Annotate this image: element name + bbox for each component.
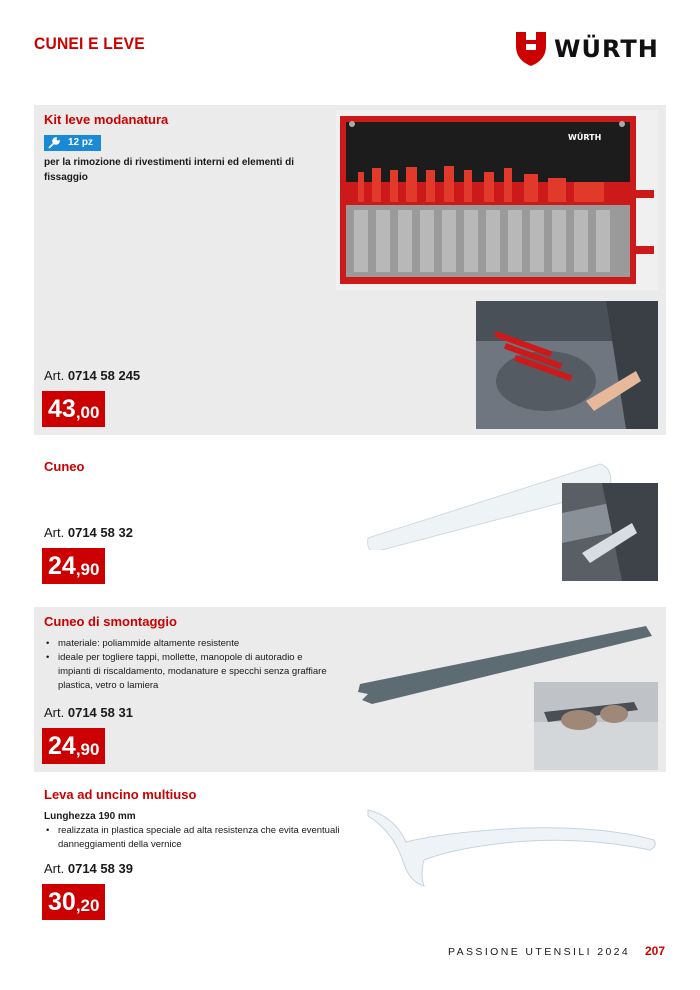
article-code: 0714 58 39 xyxy=(67,861,133,876)
wedge-usage-photo xyxy=(562,483,658,581)
page-number: 207 xyxy=(645,944,666,958)
tool-kit-bag-image xyxy=(336,110,658,290)
footer-text: PASSIONE UTENSILI 2024 xyxy=(448,946,631,958)
quantity-badge xyxy=(44,135,101,151)
product-spec: Lunghezza 190 mm xyxy=(44,811,136,822)
product-leva-uncino xyxy=(34,780,666,930)
article-number xyxy=(44,525,133,540)
price-integer: 24 xyxy=(48,732,76,760)
price-decimal: ,90 xyxy=(75,740,100,759)
product-name: Leva ad uncino multiuso xyxy=(44,787,197,802)
price-decimal: ,20 xyxy=(75,896,100,915)
price-tag xyxy=(42,728,105,764)
article-prefix: Art. xyxy=(44,861,65,876)
bag-brand-label: WÜRTH xyxy=(568,133,602,142)
price-integer: 43 xyxy=(48,395,76,423)
price-tag xyxy=(42,884,105,920)
wurth-logo-icon xyxy=(516,32,546,66)
article-number xyxy=(44,861,133,876)
price-tag xyxy=(42,548,105,584)
article-prefix: Art. xyxy=(44,705,65,720)
product-description: per la rimozione di rivestimenti interni ed elementi di fissaggio xyxy=(44,157,295,183)
wedge-usage-photo xyxy=(534,682,658,770)
brand-name: WÜRTH xyxy=(554,35,659,63)
product-name: Cuneo di smontaggio xyxy=(44,614,177,629)
product-name: Cuneo xyxy=(44,459,85,474)
article-code: 0714 58 245 xyxy=(67,368,141,383)
price-integer: 30 xyxy=(48,888,76,916)
feature-list xyxy=(44,824,344,852)
article-number xyxy=(44,705,133,720)
car-interior-photo xyxy=(476,301,658,429)
article-code: 0714 58 31 xyxy=(67,705,133,720)
hook-lever-image xyxy=(364,802,664,892)
product-kit-leve xyxy=(34,105,666,435)
feature-item: • ideale per togliere tappi, mollette, manopole di autoradio e impianti di riscaldamento, modanature e specchi senza graffiare plastica, vetro o lamiera xyxy=(44,651,334,693)
price-decimal: ,00 xyxy=(75,403,100,422)
product-cuneo xyxy=(34,445,666,595)
feature-item: • materiale: poliammide altamente resistente xyxy=(44,637,334,651)
article-prefix: Art. xyxy=(44,368,65,383)
page-title: CUNEI E LEVE xyxy=(34,34,145,53)
wrench-icon xyxy=(44,135,64,151)
feature-item: • realizzata in plastica speciale ad alta resistenza che evita eventuali danneggiamenti della vernice xyxy=(44,824,344,852)
wurth-logo xyxy=(516,32,659,66)
article-number xyxy=(44,368,140,383)
product-cuneo-smontaggio xyxy=(34,607,666,772)
feature-list xyxy=(44,637,334,693)
product-name: Kit leve modanatura xyxy=(44,112,169,127)
price-decimal: ,90 xyxy=(75,560,100,579)
price-integer: 24 xyxy=(48,552,76,580)
article-code: 0714 58 32 xyxy=(67,525,133,540)
quantity-text: 12 pz xyxy=(64,135,101,151)
article-prefix: Art. xyxy=(44,525,65,540)
price-tag xyxy=(42,391,105,427)
